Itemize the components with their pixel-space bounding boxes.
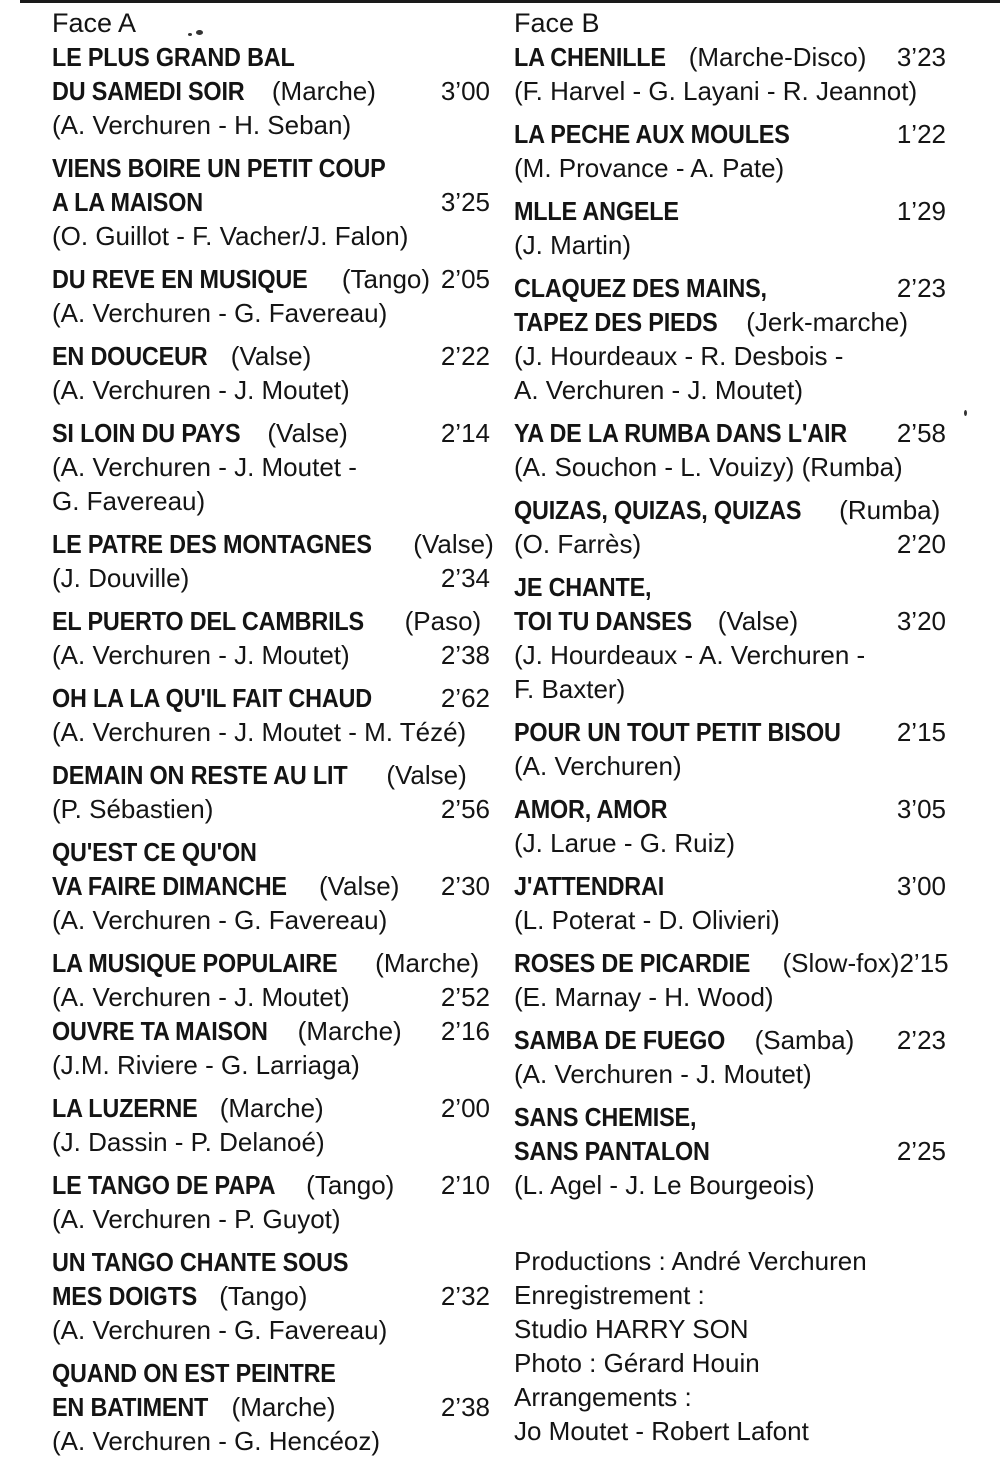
print-speck [188, 33, 192, 36]
track-genre: (Paso) [404, 606, 482, 636]
track-entry [52, 416, 490, 518]
track-duration: 2’15 [896, 717, 946, 747]
track-line [52, 1390, 490, 1424]
track-line [52, 604, 490, 638]
track-line [52, 946, 490, 980]
track-duration: 2’10 [440, 1170, 490, 1200]
track-title: LE TANGO DE PAPA [52, 1170, 276, 1200]
track-line [514, 228, 946, 262]
track-line [514, 373, 946, 407]
track-line [52, 835, 490, 869]
track-entry [514, 271, 946, 407]
track-line [52, 108, 490, 142]
track-entry [514, 570, 946, 706]
track-entry [52, 339, 490, 407]
track-credits: (A. Verchuren - G. Hencéoz) [52, 1426, 381, 1456]
track-genre: (Valse) [717, 606, 799, 636]
track-credits: (A. Verchuren - H. Seban) [52, 110, 352, 140]
track-line [52, 262, 490, 296]
track-title: SANS CHEMISE, [514, 1102, 697, 1132]
track-credits: (J. Dassin - P. Delanoé) [52, 1127, 325, 1157]
track-line [52, 296, 490, 330]
track-entry [52, 1091, 490, 1159]
track-line [514, 339, 946, 373]
track-title: EN BATIMENT [52, 1392, 209, 1422]
track-title: TOI TU DANSES [514, 606, 692, 636]
production-credits [514, 1244, 946, 1448]
track-line [514, 570, 946, 604]
track-credits: (O. Farrès) [514, 529, 642, 559]
track-title: J'ATTENDRAI [514, 871, 665, 901]
track-line [514, 1168, 946, 1202]
track-duration: 3’23 [896, 42, 946, 72]
credit-line: Jo Moutet - Robert Lafont [514, 1416, 809, 1446]
track-genre: (Marche-Disco) [688, 42, 867, 72]
track-title: VIENS BOIRE UN PETIT COUP [52, 153, 386, 183]
track-title: MLLE ANGELE [514, 196, 679, 226]
track-line [52, 373, 490, 407]
track-title: EL PUERTO DEL CAMBRILS [52, 606, 364, 636]
track-title: SANS PANTALON [514, 1136, 710, 1166]
track-credits: A. Verchuren - J. Moutet) [514, 375, 804, 405]
track-line [514, 715, 946, 749]
track-entry [514, 792, 946, 860]
track-duration: 2’23 [896, 1025, 946, 1055]
track-duration: 2’32 [440, 1281, 490, 1311]
track-credits: (A. Verchuren - P. Guyot) [52, 1204, 341, 1234]
track-line [514, 151, 946, 185]
track-credits: (A. Verchuren - J. Moutet) [52, 982, 350, 1012]
track-line [52, 1091, 490, 1125]
track-title: SAMBA DE FUEGO [514, 1025, 726, 1055]
track-genre: (Marche) [375, 948, 480, 978]
track-title: AMOR, AMOR [514, 794, 668, 824]
track-title: LA PECHE AUX MOULES [514, 119, 790, 149]
track-title: A LA MAISON [52, 187, 203, 217]
track-genre: (Jerk-marche) [746, 307, 909, 337]
track-credits: (A. Verchuren - J. Moutet - [52, 452, 357, 482]
track-title: DU REVE EN MUSIQUE [52, 264, 308, 294]
track-entry [514, 117, 946, 185]
top-rule [20, 0, 1000, 3]
track-title: LA CHENILLE [514, 42, 666, 72]
track-genre: (Tango) [219, 1281, 308, 1311]
track-entry [52, 151, 490, 253]
credit-line: Photo : Gérard Houin [514, 1348, 760, 1378]
credit-line: Enregistrement : [514, 1280, 705, 1310]
track-title: JE CHANTE, [514, 572, 652, 602]
track-title: DU SAMEDI SOIR [52, 76, 245, 106]
track-entry [514, 869, 946, 937]
track-entry [52, 1245, 490, 1347]
track-entry [514, 40, 946, 108]
track-line [52, 339, 490, 373]
track-line [52, 185, 490, 219]
track-credits: (A. Verchuren - G. Favereau) [52, 298, 388, 328]
track-entry [514, 946, 949, 1014]
track-duration: 2’38 [440, 640, 490, 670]
face-a-heading: Face A [52, 8, 137, 38]
track-title: UN TANGO CHANTE SOUS [52, 1247, 349, 1277]
track-line [52, 1202, 490, 1236]
track-entry [52, 40, 490, 142]
track-line [52, 681, 490, 715]
track-entry [52, 1014, 490, 1082]
track-credits: (J. Hourdeaux - R. Desbois - [514, 341, 844, 371]
track-line [52, 980, 490, 1014]
track-line [514, 40, 946, 74]
track-entry [514, 1023, 946, 1091]
face-b-tracklist [514, 40, 949, 1202]
track-credits: (J.M. Riviere - G. Larriaga) [52, 1050, 360, 1080]
track-line [514, 74, 946, 108]
track-line [514, 1100, 946, 1134]
track-credits: (A. Verchuren - J. Moutet) [514, 1059, 812, 1089]
track-title: QU'EST CE QU'ON [52, 837, 257, 867]
track-genre: (Rumba) [839, 495, 941, 525]
track-line [52, 1168, 490, 1202]
track-line [514, 305, 946, 339]
track-duration: 2’20 [896, 529, 946, 559]
track-line [514, 1134, 946, 1168]
track-line [514, 903, 946, 937]
track-credits: (A. Verchuren) [514, 751, 682, 781]
track-entry [514, 715, 946, 783]
track-duration: 2’14 [440, 418, 490, 448]
print-speck [964, 410, 967, 416]
track-duration: 1’22 [896, 119, 946, 149]
track-duration: 3’20 [896, 606, 946, 636]
track-line [52, 715, 490, 749]
track-line [514, 493, 946, 527]
track-duration: 2’25 [896, 1136, 946, 1166]
track-duration: 2’00 [440, 1093, 490, 1123]
track-line [52, 638, 490, 672]
track-duration: 2’05 [440, 264, 490, 294]
track-line [514, 869, 946, 903]
face-a-column [52, 6, 494, 1467]
track-line [52, 1356, 490, 1390]
track-line [52, 1125, 490, 1159]
track-credits: (E. Marnay - H. Wood) [514, 982, 774, 1012]
track-line [52, 450, 490, 484]
track-genre: (Valse) [413, 529, 494, 559]
track-genre: (Slow-fox) [782, 948, 900, 978]
track-line [52, 1048, 490, 1082]
credit-line: Studio HARRY SON [514, 1314, 749, 1344]
track-entry [52, 835, 490, 937]
track-line [52, 74, 490, 108]
track-entry [514, 1100, 946, 1202]
track-duration: 2’34 [440, 563, 490, 593]
track-line [52, 561, 490, 595]
track-line [52, 1313, 490, 1347]
track-line [52, 527, 494, 561]
track-title: LA LUZERNE [52, 1093, 198, 1123]
face-b-column [514, 6, 949, 1448]
track-line [514, 980, 946, 1014]
track-duration: 2’38 [440, 1392, 490, 1422]
track-title: CLAQUEZ DES MAINS, [514, 273, 767, 303]
track-line [514, 450, 946, 484]
track-genre: (Tango) [341, 264, 431, 294]
track-line [52, 869, 490, 903]
track-line [514, 527, 946, 561]
track-title: TAPEZ DES PIEDS [514, 307, 718, 337]
track-line [514, 638, 946, 672]
track-credits: G. Favereau) [52, 486, 206, 516]
track-entry [52, 1168, 490, 1236]
track-title: DEMAIN ON RESTE AU LIT [52, 760, 348, 790]
track-duration: 3’00 [896, 871, 946, 901]
track-credits: (A. Verchuren - J. Moutet) [52, 375, 350, 405]
track-genre: (Marche) [297, 1016, 402, 1046]
track-entry [514, 194, 946, 262]
track-duration: 3’00 [440, 76, 490, 106]
track-title: ROSES DE PICARDIE [514, 948, 751, 978]
track-title: EN DOUCEUR [52, 341, 208, 371]
track-title: MES DOIGTS [52, 1281, 198, 1311]
track-duration: 2’30 [440, 871, 490, 901]
track-title: OUVRE TA MAISON [52, 1016, 268, 1046]
track-duration: 2’62 [440, 683, 490, 713]
track-duration: 2’58 [896, 418, 946, 448]
track-title: LE PATRE DES MONTAGNES [52, 529, 372, 559]
track-duration: 3’25 [440, 187, 490, 217]
track-credits: (A. Verchuren - G. Favereau) [52, 1315, 388, 1345]
track-title: OH LA LA QU'IL FAIT CHAUD [52, 683, 372, 713]
track-line [514, 194, 946, 228]
track-genre: (Valse) [318, 871, 400, 901]
track-credits: (L. Agel - J. Le Bourgeois) [514, 1170, 815, 1200]
track-credits: (A. Verchuren - J. Moutet) [52, 640, 350, 670]
track-line [514, 946, 949, 980]
track-line [514, 1057, 946, 1091]
track-line [52, 484, 490, 518]
track-credits: (A. Verchuren - J. Moutet - M. Tézé) [52, 717, 467, 747]
track-credits: (O. Guillot - F. Vacher/J. Falon) [52, 221, 409, 251]
track-title: YA DE LA RUMBA DANS L'AIR [514, 418, 848, 448]
track-duration: 3’05 [896, 794, 946, 824]
track-credits: (P. Sébastien) [52, 794, 214, 824]
track-line [52, 758, 490, 792]
track-entry [52, 262, 490, 330]
track-duration: 2’22 [440, 341, 490, 371]
track-genre: (Samba) [754, 1025, 855, 1055]
track-line [514, 271, 946, 305]
track-genre: (Tango) [306, 1170, 395, 1200]
track-credits: (F. Harvel - G. Layani - R. Jeannot) [514, 76, 918, 106]
track-duration: 2’23 [896, 273, 946, 303]
track-duration: 2’16 [440, 1016, 490, 1046]
track-genre: (Valse) [267, 418, 348, 448]
track-line [514, 604, 946, 638]
track-entry [52, 758, 490, 826]
track-genre: (Marche) [219, 1093, 324, 1123]
track-entry [52, 1356, 490, 1458]
track-line [52, 903, 490, 937]
track-title: POUR UN TOUT PETIT BISOU [514, 717, 841, 747]
track-duration: 2’52 [440, 982, 490, 1012]
track-line [514, 672, 946, 706]
track-credits: (A. Souchon - L. Vouizy) (Rumba) [514, 452, 903, 482]
track-line [514, 1023, 946, 1057]
track-line [52, 416, 490, 450]
track-title: VA FAIRE DIMANCHE [52, 871, 287, 901]
track-line [52, 151, 490, 185]
track-credits: (A. Verchuren - G. Favereau) [52, 905, 388, 935]
track-entry [514, 493, 946, 561]
track-line [514, 792, 946, 826]
track-credits: (M. Provance - A. Pate) [514, 153, 785, 183]
track-line [514, 416, 946, 450]
track-duration: 1’29 [896, 196, 946, 226]
track-line [52, 40, 490, 74]
track-credits: F. Baxter) [514, 674, 626, 704]
track-entry [52, 681, 490, 749]
track-line [514, 117, 946, 151]
track-line [52, 1245, 490, 1279]
face-a-tracklist [52, 40, 494, 1458]
track-credits: (J. Hourdeaux - A. Verchuren - [514, 640, 866, 670]
track-line [52, 219, 490, 253]
track-genre: (Marche) [231, 1392, 336, 1422]
track-title: QUAND ON EST PEINTRE [52, 1358, 336, 1388]
track-credits: (J. Martin) [514, 230, 631, 260]
track-title: QUIZAS, QUIZAS, QUIZAS [514, 495, 802, 525]
track-line [52, 1279, 490, 1313]
track-line [514, 826, 946, 860]
track-genre: (Marche) [271, 76, 376, 106]
track-genre: (Valse) [386, 760, 467, 790]
credit-line: Productions : André Verchuren [514, 1246, 867, 1276]
track-genre: (Valse) [230, 341, 312, 371]
track-duration: 2’56 [440, 794, 490, 824]
face-b-heading: Face B [514, 8, 600, 38]
track-line [52, 792, 490, 826]
track-entry [52, 604, 490, 672]
track-title: LE PLUS GRAND BAL [52, 42, 295, 72]
track-title: SI LOIN DU PAYS [52, 418, 241, 448]
track-line [52, 1014, 490, 1048]
credit-line: Arrangements : [514, 1382, 692, 1412]
track-credits: (J. Douville) [52, 563, 190, 593]
track-duration: 2’15 [899, 948, 949, 978]
print-speck [196, 30, 203, 35]
track-credits: (L. Poterat - D. Olivieri) [514, 905, 780, 935]
track-credits: (J. Larue - G. Ruiz) [514, 828, 736, 858]
track-line [52, 1424, 490, 1458]
track-entry [52, 527, 494, 595]
track-entry [514, 416, 946, 484]
track-entry [52, 946, 490, 1014]
track-line [514, 749, 946, 783]
track-title: LA MUSIQUE POPULAIRE [52, 948, 338, 978]
